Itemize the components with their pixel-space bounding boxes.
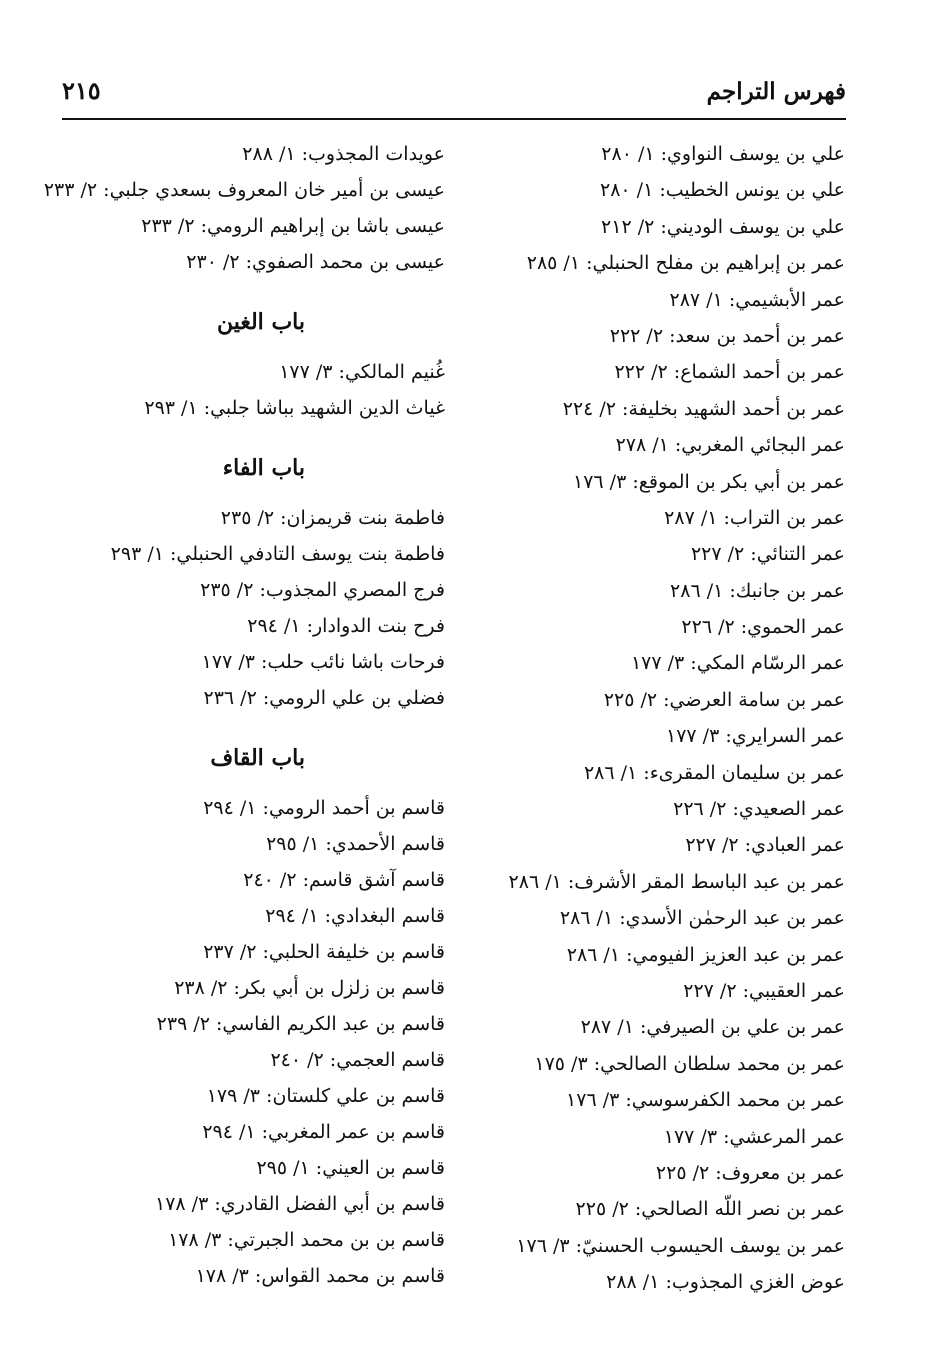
section-heading: باب الفاء [222,455,305,481]
index-entry: عمر الأبشيمي: ١/ ٢٨٧ [669,288,845,311]
index-entry: عوض الغزي المجذوب: ١/ ٢٨٨ [606,1271,845,1294]
index-entry: علي بن يونس الخطيب: ١/ ٢٨٠ [600,179,845,202]
index-entry: قاسم بن عبد الكريم الفاسي: ٢/ ٢٣٩ [156,1013,445,1035]
index-entry: عمر بن سليمان المقرىء: ١/ ٢٨٦ [583,761,845,784]
index-entry: عمر السرايري: ٣/ ١٧٧ [665,725,845,748]
index-entry: عمر بن عبد العزيز الفيومي: ١/ ٢٨٦ [566,943,845,966]
index-entry: قاسم بن علي كلستان: ٣/ ١٧٩ [206,1085,445,1107]
index-entry: عمر بن التراب: ١/ ٢٨٧ [664,506,845,529]
index-entry: عمر بن سامة العرضي: ٢/ ٢٢٥ [603,688,845,711]
index-entry: عمر الصعيدي: ٢/ ٢٢٦ [673,798,845,821]
index-entry: قاسم بن محمد القواس: ٣/ ١٧٨ [195,1265,445,1287]
index-entry: فرح بنت الدوادار: ١/ ٢٩٤ [247,615,445,637]
index-entry: عمر بن عبد الباسط المقر الأشرف: ١/ ٢٨٦ [508,870,845,893]
index-entry: قاسم بن العيني: ١/ ٢٩٥ [256,1157,445,1179]
index-entry: علي بن يوسف الوديني: ٢/ ٢١٢ [601,215,845,238]
index-entry: عمر الحموي: ٢/ ٢٢٦ [681,616,845,639]
index-entry: عمر بن إبراهيم بن مفلح الحنبلي: ١/ ٢٨٥ [526,252,845,275]
index-entry: قاسم بن بن محمد الجبرتي: ٣/ ١٧٨ [168,1229,445,1251]
header-rule [62,118,846,120]
index-entry: عمر بن محمد سلطان الصالحي: ٣/ ١٧٥ [534,1052,845,1075]
index-entry: فاطمة بنت يوسف التادفي الحنبلي: ١/ ٢٩٣ [110,543,445,565]
index-entry: عيسى بن محمد الصفوي: ٢/ ٢٣٠ [186,251,445,273]
index-entry: غُنيم المالكي: ٣/ ١٧٧ [279,361,445,383]
index-entry: عمر بن محمد الكفرسوسي: ٣/ ١٧٦ [566,1089,845,1112]
index-entry: علي بن يوسف النواوي: ١/ ٢٨٠ [601,143,845,165]
index-entry: عمر المرعشي: ٣/ ١٧٧ [663,1125,845,1148]
index-entry: عمر بن أبي بكر بن الموقع: ٣/ ١٧٦ [573,470,845,493]
section-heading: باب القاف [210,745,305,771]
index-entry: عمر بن نصر اللّه الصالحي: ٢/ ٢٢٥ [575,1198,845,1221]
index-entry: قاسم بن أبي الفضل القادري: ٣/ ١٧٨ [154,1193,445,1215]
index-entry: قاسم بن زلزل بن أبي بكر: ٢/ ٢٣٨ [174,977,445,999]
page-number: ٢١٥ [62,76,101,105]
right-column [505,136,845,1301]
left-column [43,136,445,1294]
index-entry: فاطمة بنت قريمزان: ٢/ ٢٣٥ [220,507,445,529]
index-entry: قاسم بن خليفة الحلبي: ٢/ ٢٣٧ [203,941,445,963]
index-entry: عمر بن أحمد الشماع: ٢/ ٢٢٢ [614,361,845,384]
index-entry: فرحات باشا نائب حلب: ٣/ ١٧٧ [201,651,445,673]
index-entry: عمر العقيبي: ٢/ ٢٢٧ [683,979,845,1002]
index-entry: قاسم العجمي: ٢/ ٢٤٠ [270,1049,445,1071]
index-entry: قاسم البغدادي: ١/ ٢٩٤ [265,905,445,927]
index-entry: غياث الدين الشهيد بباشا جلبي: ١/ ٢٩٣ [144,397,445,419]
index-entry: عمر بن جانبك: ١/ ٢٨٦ [670,579,845,602]
section-heading: باب الغين [216,309,305,335]
index-entry: عمر بن أحمد الشهيد بخليفة: ٢/ ٢٢٤ [562,397,845,420]
index-entry: عمر بن عبد الرحمٰن الأسدي: ١/ ٢٨٦ [559,907,845,930]
index-entry: قاسم الأحمدي: ١/ ٢٩٥ [266,833,445,855]
index-entry: عيسى بن أمير خان المعروف بسعدي جلبي: ٢/ ٢٣٣ [43,179,445,201]
running-title: فهرس التراجم [706,78,846,105]
page-header [62,74,846,114]
index-entry: عويدات المجذوب: ١/ ٢٨٨ [242,143,445,165]
index-entry: قاسم بن أحمد الرومي: ١/ ٢٩٤ [203,797,445,819]
index-entry: عمر العبادي: ٢/ ٢٢٧ [685,834,845,857]
index-entry: عمر بن يوسف الحيسوب الحسنيّ: ٣/ ١٧٦ [516,1234,845,1257]
index-entry: عمر الرسّام المكي: ٣/ ١٧٧ [630,652,845,675]
index-entry: قاسم آشق قاسم: ٢/ ٢٤٠ [243,869,445,891]
index-entry: عمر بن أحمد بن سعد: ٢/ ٢٢٢ [609,324,845,347]
index-entry: عمر البجائي المغربي: ١/ ٢٧٨ [615,434,845,457]
index-entry: فرج المصري المجذوب: ٢/ ٢٣٥ [200,579,445,601]
index-entry: عمر بن علي بن الصيرفي: ١/ ٢٨٧ [580,1016,845,1039]
index-entry: عمر التنائي: ٢/ ٢٢٧ [690,543,845,566]
index-entry: قاسم بن عمر المغربي: ١/ ٢٩٤ [202,1121,445,1143]
index-entry: عمر بن معروف: ٢/ ٢٢٥ [655,1161,845,1184]
index-entry: فضلي بن علي الرومي: ٢/ ٢٣٦ [203,687,445,709]
index-entry: عيسى باشا بن إبراهيم الرومي: ٢/ ٢٣٣ [141,215,445,237]
